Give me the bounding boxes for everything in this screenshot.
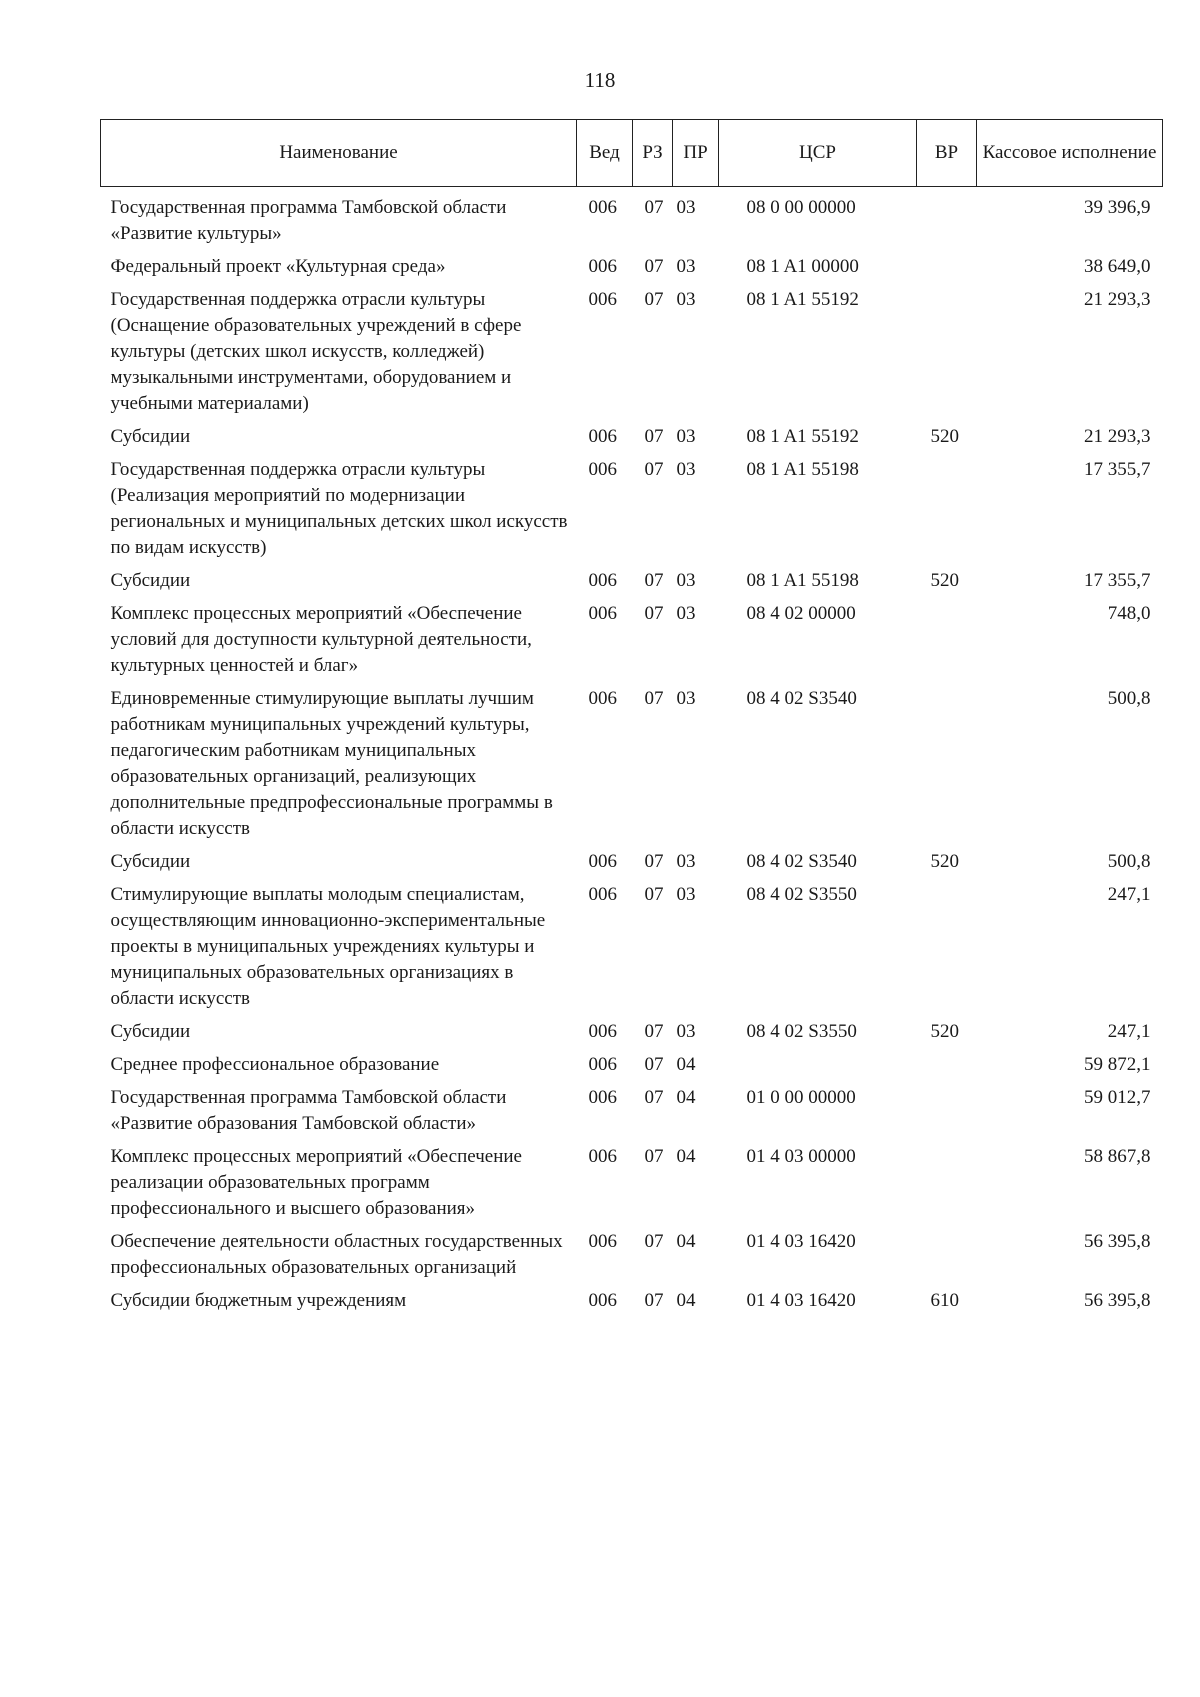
row-name: Субсидии бюджетным учреждениям bbox=[110, 1290, 407, 1311]
row-name: Комплекс процессных мероприятий «Обеспечение условий для доступности культурной деятельности, культурных ценностей и благ» bbox=[110, 603, 532, 676]
row-csr: 08 4 02 S3550 bbox=[746, 884, 857, 905]
row-vr bbox=[917, 1144, 977, 1229]
row-ved: 006 bbox=[588, 1087, 617, 1108]
row-vr bbox=[917, 1052, 977, 1085]
header-name: Наименование bbox=[101, 120, 577, 187]
table-header bbox=[101, 120, 1163, 187]
row-csr: 08 4 02 S3550 bbox=[746, 1021, 857, 1042]
row-name: Субсидии bbox=[110, 426, 191, 447]
row-rz: 07 bbox=[644, 256, 664, 277]
row-rz: 07 bbox=[644, 603, 664, 624]
row-rz: 07 bbox=[644, 570, 664, 591]
row-sum: 59 872,1 bbox=[1084, 1054, 1151, 1075]
table-row bbox=[101, 601, 1163, 686]
row-sum: 56 395,8 bbox=[1084, 1231, 1151, 1252]
row-name: Единовременные стимулирующие выплаты лучшим работникам муниципальных учреждений культуры, педагогическим работникам муниципальных образовательных организаций, реализующих дополнительные предпрофессиональные программы в области искусств bbox=[110, 688, 553, 839]
row-pr: 03 bbox=[676, 1021, 696, 1042]
row-vr: 610 bbox=[930, 1290, 959, 1311]
page-number: 118 bbox=[584, 68, 616, 92]
row-csr: 08 1 A1 00000 bbox=[746, 256, 859, 277]
row-ved: 006 bbox=[588, 851, 617, 872]
row-ved: 006 bbox=[588, 289, 617, 310]
row-rz: 07 bbox=[644, 426, 664, 447]
table-row bbox=[101, 1144, 1163, 1229]
row-pr: 04 bbox=[676, 1087, 696, 1108]
row-name: Субсидии bbox=[110, 1021, 191, 1042]
row-vr bbox=[917, 254, 977, 287]
table-row bbox=[101, 1052, 1163, 1085]
row-csr: 01 0 00 00000 bbox=[746, 1087, 856, 1108]
table-row bbox=[101, 882, 1163, 1019]
row-sum: 17 355,7 bbox=[1084, 570, 1151, 591]
row-sum: 38 649,0 bbox=[1084, 256, 1151, 277]
row-csr: 01 4 03 00000 bbox=[746, 1146, 856, 1167]
row-name: Федеральный проект «Культурная среда» bbox=[110, 256, 446, 277]
row-name: Стимулирующие выплаты молодым специалистам, осуществляющим инновационно-экспериментальные проекты в муниципальных учреждениях культуры и муниципальных образовательных организациях в области искусств bbox=[110, 884, 546, 1009]
row-ved: 006 bbox=[588, 426, 617, 447]
row-ved: 006 bbox=[588, 1231, 617, 1252]
row-csr: 08 1 A1 55198 bbox=[746, 459, 859, 480]
row-name: Государственная программа Тамбовской области «Развитие культуры» bbox=[110, 197, 507, 244]
table-row bbox=[101, 287, 1163, 424]
row-ved: 006 bbox=[588, 256, 617, 277]
row-rz: 07 bbox=[644, 884, 664, 905]
row-ved: 006 bbox=[588, 1054, 617, 1075]
row-vr bbox=[917, 287, 977, 424]
row-ved: 006 bbox=[588, 1146, 617, 1167]
row-sum: 21 293,3 bbox=[1084, 289, 1151, 310]
row-csr: 08 1 A1 55198 bbox=[746, 570, 859, 591]
table-row bbox=[101, 254, 1163, 287]
row-vr: 520 bbox=[930, 570, 959, 591]
table-row bbox=[101, 568, 1163, 601]
row-pr: 03 bbox=[676, 197, 696, 218]
row-name: Субсидии bbox=[110, 851, 191, 872]
table-row bbox=[101, 686, 1163, 849]
row-vr bbox=[917, 882, 977, 1019]
row-ved: 006 bbox=[588, 603, 617, 624]
row-name: Комплекс процессных мероприятий «Обеспечение реализации образовательных программ профессионального и высшего образования» bbox=[110, 1146, 522, 1219]
row-csr: 01 4 03 16420 bbox=[746, 1231, 856, 1252]
row-csr: 01 4 03 16420 bbox=[746, 1290, 856, 1311]
row-sum: 39 396,9 bbox=[1084, 197, 1151, 218]
row-pr: 04 bbox=[676, 1231, 696, 1252]
row-rz: 07 bbox=[644, 851, 664, 872]
row-csr: 08 1 A1 55192 bbox=[746, 426, 859, 447]
header-pr: ПР bbox=[673, 120, 719, 187]
row-rz: 07 bbox=[644, 1146, 664, 1167]
row-pr: 03 bbox=[676, 688, 696, 709]
row-sum: 56 395,8 bbox=[1084, 1290, 1151, 1311]
row-pr: 03 bbox=[676, 851, 696, 872]
row-pr: 03 bbox=[676, 289, 696, 310]
row-csr: 08 4 02 00000 bbox=[746, 603, 856, 624]
row-vr bbox=[917, 187, 977, 255]
table-row bbox=[101, 187, 1163, 255]
row-name: Государственная поддержка отрасли культуры (Оснащение образовательных учреждений в сфере культуры (детских школ искусств, колледжей) музыкальными инструментами, оборудованием и учебными материалами) bbox=[110, 289, 522, 414]
row-name: Субсидии bbox=[110, 570, 191, 591]
budget-table bbox=[100, 119, 1163, 1321]
header-ved: Вед bbox=[577, 120, 633, 187]
table-row bbox=[101, 1229, 1163, 1288]
row-pr: 04 bbox=[676, 1290, 696, 1311]
row-rz: 07 bbox=[644, 1021, 664, 1042]
row-vr: 520 bbox=[930, 426, 959, 447]
row-vr bbox=[917, 686, 977, 849]
row-name: Обеспечение деятельности областных государственных профессиональных образовательных организаций bbox=[110, 1231, 563, 1278]
row-csr: 08 0 00 00000 bbox=[746, 197, 856, 218]
row-pr: 03 bbox=[676, 459, 696, 480]
header-csr: ЦСР bbox=[719, 120, 917, 187]
header-rz: РЗ bbox=[633, 120, 673, 187]
row-name: Государственная поддержка отрасли культуры (Реализация мероприятий по модернизации региональных и муниципальных детских школ искусств по видам искусств) bbox=[110, 459, 568, 558]
row-sum: 21 293,3 bbox=[1084, 426, 1151, 447]
row-sum: 247,1 bbox=[1107, 1021, 1151, 1042]
row-sum: 500,8 bbox=[1107, 851, 1151, 872]
row-vr bbox=[917, 457, 977, 568]
row-pr: 03 bbox=[676, 570, 696, 591]
table-body bbox=[101, 187, 1163, 1322]
row-sum: 58 867,8 bbox=[1084, 1146, 1151, 1167]
row-rz: 07 bbox=[644, 1231, 664, 1252]
table-row bbox=[101, 457, 1163, 568]
row-rz: 07 bbox=[644, 459, 664, 480]
row-rz: 07 bbox=[644, 1087, 664, 1108]
row-ved: 006 bbox=[588, 197, 617, 218]
row-pr: 03 bbox=[676, 426, 696, 447]
table-row bbox=[101, 1288, 1163, 1321]
row-sum: 59 012,7 bbox=[1084, 1087, 1151, 1108]
row-pr: 03 bbox=[676, 256, 696, 277]
row-vr: 520 bbox=[930, 1021, 959, 1042]
row-vr: 520 bbox=[930, 851, 959, 872]
row-rz: 07 bbox=[644, 688, 664, 709]
row-sum: 748,0 bbox=[1107, 603, 1151, 624]
row-vr bbox=[917, 601, 977, 686]
row-csr: 08 4 02 S3540 bbox=[746, 688, 857, 709]
row-ved: 006 bbox=[588, 1290, 617, 1311]
row-ved: 006 bbox=[588, 884, 617, 905]
row-vr bbox=[917, 1085, 977, 1144]
table-row bbox=[101, 1085, 1163, 1144]
row-ved: 006 bbox=[588, 688, 617, 709]
row-csr: 08 4 02 S3540 bbox=[746, 851, 857, 872]
row-pr: 04 bbox=[676, 1146, 696, 1167]
row-csr: 08 1 A1 55192 bbox=[746, 289, 859, 310]
row-rz: 07 bbox=[644, 289, 664, 310]
row-rz: 07 bbox=[644, 1054, 664, 1075]
header-sum: Кассовое исполнение bbox=[977, 120, 1163, 187]
row-pr: 03 bbox=[676, 884, 696, 905]
row-sum: 500,8 bbox=[1107, 688, 1151, 709]
row-rz: 07 bbox=[644, 1290, 664, 1311]
table-row bbox=[101, 849, 1163, 882]
row-sum: 247,1 bbox=[1107, 884, 1151, 905]
table-row bbox=[101, 1019, 1163, 1052]
row-pr: 03 bbox=[676, 603, 696, 624]
row-sum: 17 355,7 bbox=[1084, 459, 1151, 480]
row-name: Государственная программа Тамбовской области «Развитие образования Тамбовской области» bbox=[110, 1087, 507, 1134]
table-row bbox=[101, 424, 1163, 457]
row-pr: 04 bbox=[676, 1054, 696, 1075]
row-vr bbox=[917, 1229, 977, 1288]
row-name: Среднее профессиональное образование bbox=[110, 1054, 440, 1075]
row-csr bbox=[719, 1052, 917, 1085]
row-ved: 006 bbox=[588, 570, 617, 591]
row-rz: 07 bbox=[644, 197, 664, 218]
row-ved: 006 bbox=[588, 459, 617, 480]
row-ved: 006 bbox=[588, 1021, 617, 1042]
header-vr: ВР bbox=[917, 120, 977, 187]
